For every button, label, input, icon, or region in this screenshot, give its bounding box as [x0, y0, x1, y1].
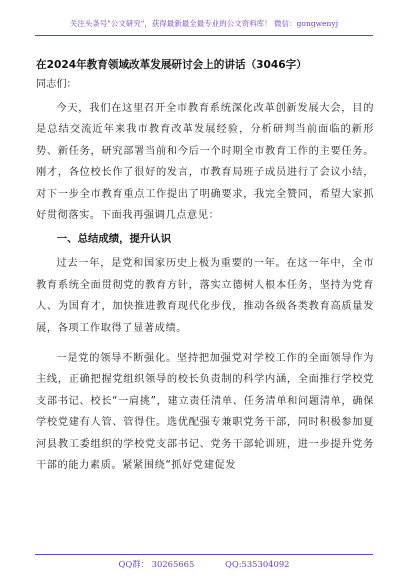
paragraph-party-leadership: 一是党的领导不断强化。坚持把加强党对学校工作的全面领导作为主线，正确把握党组织领导的校长负责制的科学内涵，全面推行学校党支部书记、校长“一肩挑”，建立责任清单、任务清单和问题清单，确保学校党建有人管、管得住。选优配强专兼职党务干部，同时积极参加夏河县教工委组织的学校党支部书记、党务干部轮训班，进一步提升党务干部的能力素质。紧紧围绕“抓好党建促发: [36, 353, 374, 472]
footer-divider: [35, 554, 373, 555]
header-divider: [35, 35, 373, 36]
paragraph-intro: 今天，我们在这里召开全市教育系统深化改革创新发展大会，目的是总结交流近年来我市教育改革发展经验，分析研判当前面临的新形势、新任务，研究部署当前和今后一个时期全市教育工作的主要任务。刚才，各位校长作了很好的发言，市教育局班子成员进行了会议小结，对下一步全市教育重点工作提出了明确要求，我完全赞同，希望大家抓好贯彻落实。下面我再强调几点意见：: [36, 103, 374, 222]
salutation: 同志们：: [36, 79, 77, 90]
paragraph-summary: 过去一年，是党和国家历史上极为重要的一年。在这一年中，全市教育系统全面贯彻党的教育方针，落实立德树人根本任务，坚持为党育人、为国育才，加快推进教育现代化步伐，推动各级各类教育高质量发展，各项工作取得了显著成绩。: [36, 258, 374, 334]
footer-qq: QQ:535304092: [224, 559, 290, 569]
header-banner: 关注头条号"公文研究"，获得最新最全最专业的公文资料库！ 微信：gongwenyj: [69, 19, 339, 28]
document-title: 在2024年教育领域改革发展研讨会上的讲话（3046字）: [36, 59, 307, 71]
footer: [0, 558, 408, 570]
document-body: [36, 58, 374, 477]
section-heading: 一、总结成绩，提升认识: [56, 233, 172, 246]
footer-qq-group: QQ群： 30265665: [118, 559, 195, 569]
